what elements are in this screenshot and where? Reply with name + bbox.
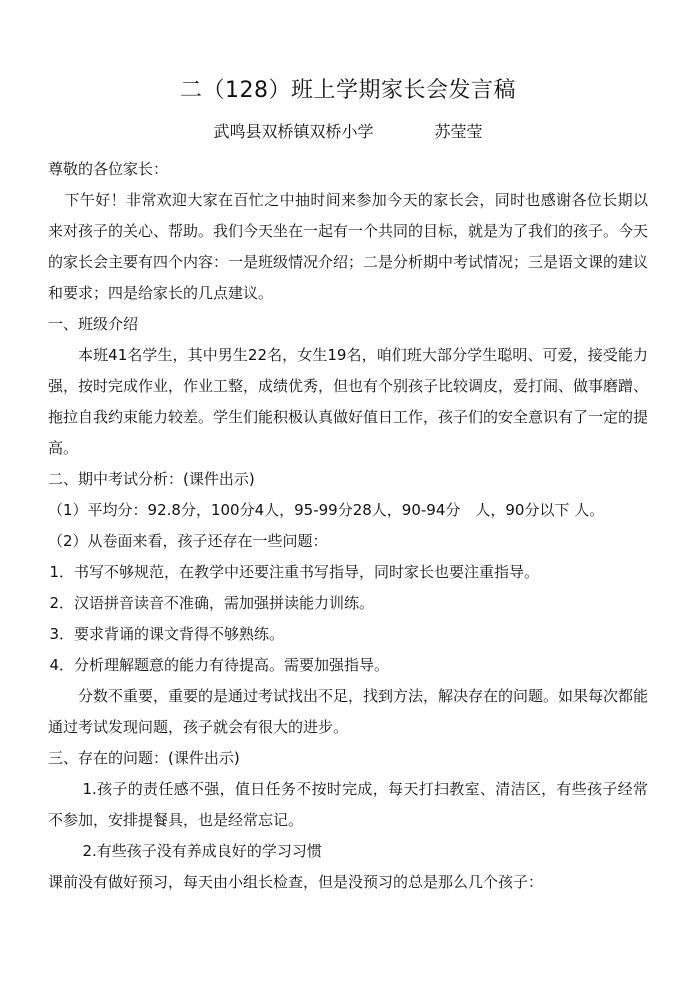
document-body — [48, 154, 648, 898]
author-line: 武鸣县双桥镇双桥小学 苏莹莹 — [213, 122, 483, 141]
class-intro-paragraph: 本班41名学生，其中男生22名，女生19名，咱们班大部分学生聪明、可爱，接受能力强，按时完成作业，作业工整，成绩优秀，但也有个别孩子比较调皮，爱打闹、做事磨蹭、拖拉自我约束能力较差。学生们能积极认真做好值日工作，孩子们的安全意识有了一定的提高。 — [48, 346, 649, 457]
exam-issues-intro: （2）从卷面来看，孩子还存在一些问题： — [48, 532, 328, 550]
problem-2-paragraph: 课前没有做好预习，每天由小组长检查，但是没预习的总是那么几个孩子： — [48, 873, 544, 891]
exam-summary-paragraph: 分数不重要，重要的是通过考试找出不足，找到方法，解决存在的问题。如果每次都能通过考试发现问题，孩子就会有很大的进步。 — [48, 687, 649, 736]
greeting: 尊敬的各位家长： — [48, 160, 169, 178]
issue-item: 4．分析理解题意的能力有待提高。需要加强指导。 — [49, 656, 390, 674]
section-heading-problems: 三、存在的问题：(课件出示) — [48, 749, 240, 767]
issue-item: 2．汉语拼音读音不准确，需加强拼读能力训练。 — [49, 594, 375, 612]
section-heading-exam-analysis: 二、期中考试分析：(课件出示) — [48, 470, 255, 488]
exam-stats-line: （1）平均分：92.8分，100分4人，95-99分28人，90-94分 人，90分以下 人。 — [48, 501, 605, 519]
issue-item: 1．书写不够规范，在教学中还要注重书写指导，同时家长也要注重指导。 — [49, 563, 540, 581]
section-heading-class-intro: 一、班级介绍 — [48, 315, 139, 333]
problem-2-heading: 2.有些孩子没有养成良好的学习习惯 — [82, 842, 322, 860]
problem-1-paragraph: 1.孩子的责任感不强，值日任务不按时完成，每天打扫教室、清洁区，有些孩子经常不参加，安排提餐具，也是经常忘记。 — [48, 780, 648, 829]
issue-item: 3．要求背诵的课文背得不够熟练。 — [49, 625, 285, 643]
intro-paragraph: 下午好！非常欢迎大家在百忙之中抽时间来参加今天的家长会，同时也感谢各位长期以来对孩子的关心、帮助。我们今天坐在一起有一个共同的目标，就是为了我们的孩子。今天的家长会主要有四个内容：一是班级情况介绍；二是分析期中考试情况；三是语文课的建议和要求；四是给家长的几点建议。 — [48, 191, 649, 302]
document-title: 二（128）班上学期家长会发言稿 — [180, 78, 516, 103]
